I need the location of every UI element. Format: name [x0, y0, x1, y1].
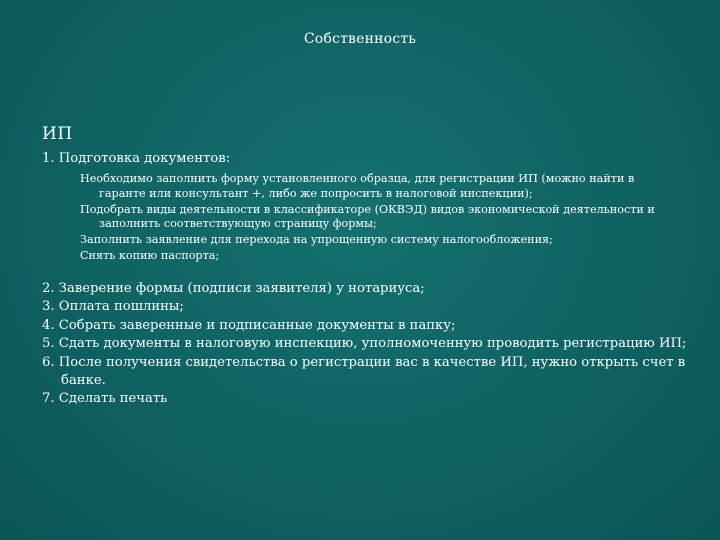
substep-item: Необходимо заполнить форму установленного образца, для регистрации ИП (можно найти в гаранте или консультант +, либо же попросить в налоговой инспекции);	[80, 172, 635, 200]
substep-item: Заполнить заявление для перехода на упрощенную систему налогообложения;	[80, 233, 553, 246]
step-1-label: 1. Подготовка документов:	[42, 151, 231, 166]
substep-item: Снять копию паспорта;	[80, 249, 220, 262]
step-item: 7. Сделать печать	[42, 391, 168, 407]
steps-list	[42, 280, 702, 409]
section-heading: ИП	[42, 124, 73, 144]
step-item: 2. Заверение формы (подписи заявителя) у нотариуса;	[42, 281, 425, 296]
step-item: 6. После получения свидетельства о регистрации вас в качестве ИП, нужно открыть счет в банке.	[42, 354, 686, 389]
step-item: 3. Оплата пошлины;	[42, 299, 184, 315]
step-item: 5. Сдать документы в налоговую инспекцию, уполномоченную проводить регистрацию ИП;	[42, 336, 687, 352]
slide-title: Собственность	[303, 31, 417, 47]
substep-item: Подобрать виды деятельности в классификаторе (ОКВЭД) видов экономической деятельности и заполнить соответствующую страницу формы;	[80, 202, 655, 230]
step-1-substeps	[80, 172, 670, 265]
step-item: 4. Собрать заверенные и подписанные документы в папку;	[42, 317, 456, 333]
